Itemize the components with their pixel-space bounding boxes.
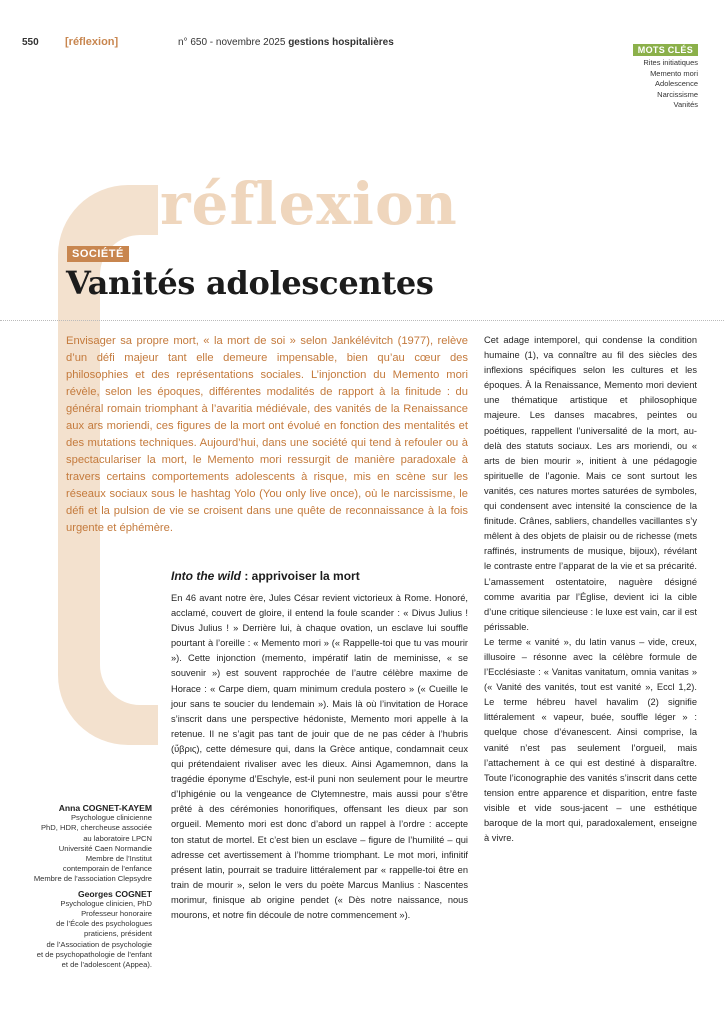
lead-paragraph: Envisager sa propre mort, « la mort de soi » selon Jankélévitch (1977), relève d’un défi majeur tant elle demeure impensable, bien qu’au cœur des philosophies et des représentations sociales. L’injonction du Memento mori révèle, selon les époques, différentes modalités de rapport à la finitude : du général romain triomphant à l’avaritia médiévale, des vanités de la Renaissance aux ars moriendi, ces figures de la mort ont évolué en fonction des mentalités et des mutations techniques. Aujourd’hui, dans une société qui tend à refouler ou à spectaculariser la mort, le Memento mori ressurgit de manière paradoxale à travers certains comportements adolescents à risque, mis en scène sur les réseaux sociaux sous le hashtag Yolo (You only live once), où le narcissisme, le défi et la pulsion de vie se croisent dans une quête de reconnaissance à la fois urgente et éphémère. (66, 335, 468, 534)
issue-info (178, 37, 394, 48)
author-line: Membre de l’Institut (85, 854, 152, 864)
keyword-item: Memento mori (650, 68, 698, 78)
body-paragraph: En 46 avant notre ère, Jules César revient victorieux à Rome. Honoré, acclamé, couvert de gloire, il entend la foule scander : « Divus Julius ! Divus Julius ! » Derrière lui, à chaque ovation, un esclave lui souffle pourtant à l’oreille : « Memento mori » (« Rappelle-toi que tu vas mourir »). Cette injonction (memento, impératif latin de meminisse, « se souvenir ») est souvent rapprochée de l’autre célèbre maxime de Horace : « Carpe diem, quam minimum credula postero » (« Cueille le jour sans te soucier du lendemain »). Mais là où l’invitation de Horace s’inscrit dans une perspective hédoniste, Memento mori appelle à la retenue. Il ne s’agit pas tant de jouir que de ne pas céder à l’hubris (ὕβρις), cette démesure qui, dans la Grèce antique, condamnait ceux qui prétendaient rivaliser avec les dieux. Ainsi Agamemnon, dans la tragédie éponyme d’Eschyle, est-il puni non seulement pour le meurtre d’Iphigénie ou la vengeance de Clytemnestre, mais aussi pour s’être prêté à des cérémonies honorifiques, offensant les dieux par son orgueil. Memento mori est donc d’abord un rappel à l’ordre : accepte ton statut de mortel. Et c’est bien un esclave – figure de l’humilité – qui adresse cet avertissement à l’homme triomphant. Le mot mori, infinitif présent latin, pourrait se traduire littéralement par « rappelle-toi être en train de mourir », selon le vers du poète Marcus Manlius : Nascentes morimur, finisque ab origine pendet (« Dès notre naissance, nous mourons, et notre fin découle de notre commencement »). (171, 593, 468, 920)
author-2 (14, 889, 152, 971)
keyword-item: Adolescence (655, 79, 698, 88)
author-line: de l’École des psychologues (56, 919, 152, 929)
keywords-title: MOTS CLÉS (633, 44, 698, 56)
magazine-name: gestions hospitalières (288, 37, 394, 48)
author-line: au laboratoire LPCN (83, 833, 152, 843)
section-watermark: réflexion (160, 170, 458, 238)
author-line: et de psychopathologie de l’enfant (36, 949, 152, 959)
divider-line (0, 320, 724, 321)
author-line: de l’Association de psychologie (46, 939, 152, 949)
subheading-italic: Into the wild (171, 569, 241, 583)
author-1 (14, 803, 152, 885)
keywords-box (633, 40, 698, 111)
authors-block (14, 803, 152, 970)
article-lead (66, 333, 468, 537)
subheading-text: : apprivoiser la mort (241, 569, 360, 583)
body-paragraph: Le terme « vanité », du latin vanus – vide, creux, illusoire – résonne avec la célèbre formule de l’Ecclésiaste : « Vanitas vanitatum, omnia vanitas » (« Vanité des vanités, tout est vanité », Eccl 1,2). Le terme hébreu havel havalim (2) signifie littéralement « vapeur, buée, souffle léger » : quelque chose d’évanescent. Ainsi comprise, la vanité n’est pas seulement l’orgueil, mais l’attachement à ce qui est destiné à disparaître. Toute l’iconographie des vanités s’inscrit dans cette tension entre apparence et disparition, entre faste visible et vide sous-jacent – une esthétique baroque de la mort qui, paradoxalement, enseigne à vivre. (484, 636, 697, 844)
author-line: et de l’adolescent (Appea). (61, 960, 152, 970)
page-number: 550 (22, 37, 39, 48)
author-line: Psychologue clinicien, PhD (60, 898, 152, 908)
author-line: praticiens, président (84, 929, 152, 939)
section-subheading (171, 569, 360, 583)
author-line: Professeur honoraire (81, 909, 152, 919)
body-column-middle (171, 591, 468, 923)
category-badge: SOCIÉTÉ (67, 246, 129, 262)
author-line: Université Caen Normandie (58, 843, 152, 853)
article-title: Vanités adolescentes (66, 264, 434, 302)
keyword-item: Narcissisme (657, 89, 698, 99)
keyword-item: Vanités (673, 100, 698, 109)
author-line: PhD, HDR, chercheuse associée (40, 823, 152, 833)
author-line: Psychologue clinicienne (70, 813, 152, 823)
issue-number: n° 650 - novembre 2025 (178, 37, 286, 48)
keyword-item: Rites initiatiques (643, 58, 698, 67)
author-name: Anna COGNET-KAYEM (58, 803, 152, 813)
author-name: Georges COGNET (77, 888, 152, 899)
author-line: Membre de l’association Clepsydre (33, 874, 152, 884)
section-tag: [réflexion] (65, 36, 119, 48)
author-line: contemporain de l’enfance (62, 864, 152, 874)
body-column-right (484, 333, 697, 846)
body-paragraph: Cet adage intemporel, qui condense la condition humaine (1), va connaître au fil des siècles des inflexions spécifiques selon les cultures et les époques. À la Renaissance, Memento mori devient une thématique artistique et philosophique majeure. Les danses macabres, peintes ou poétiques, rappellent l’universalité de la mort, au-delà des statuts sociaux. Les ars moriendi, ou « arts de bien mourir », initient à une pédagogie spirituelle de l’agonie. Mais ce sont surtout les vanités, ces natures mortes saturées de symboles, qui condensent avec intensité la conscience de la finitude. Crânes, sabliers, chandelles vacillantes s’y mêlent à des objets de plaisir ou de richesse (mets raffinés, instruments de musique, bijoux), révélant le contraste entre l’apparat de la vie et sa précarité. L’amassement ostentatoire, naguère désigné comme avaritia par l’Église, devient ici la cible d’une critique silencieuse : le luxe est vain, car il est périssable. (484, 335, 697, 632)
